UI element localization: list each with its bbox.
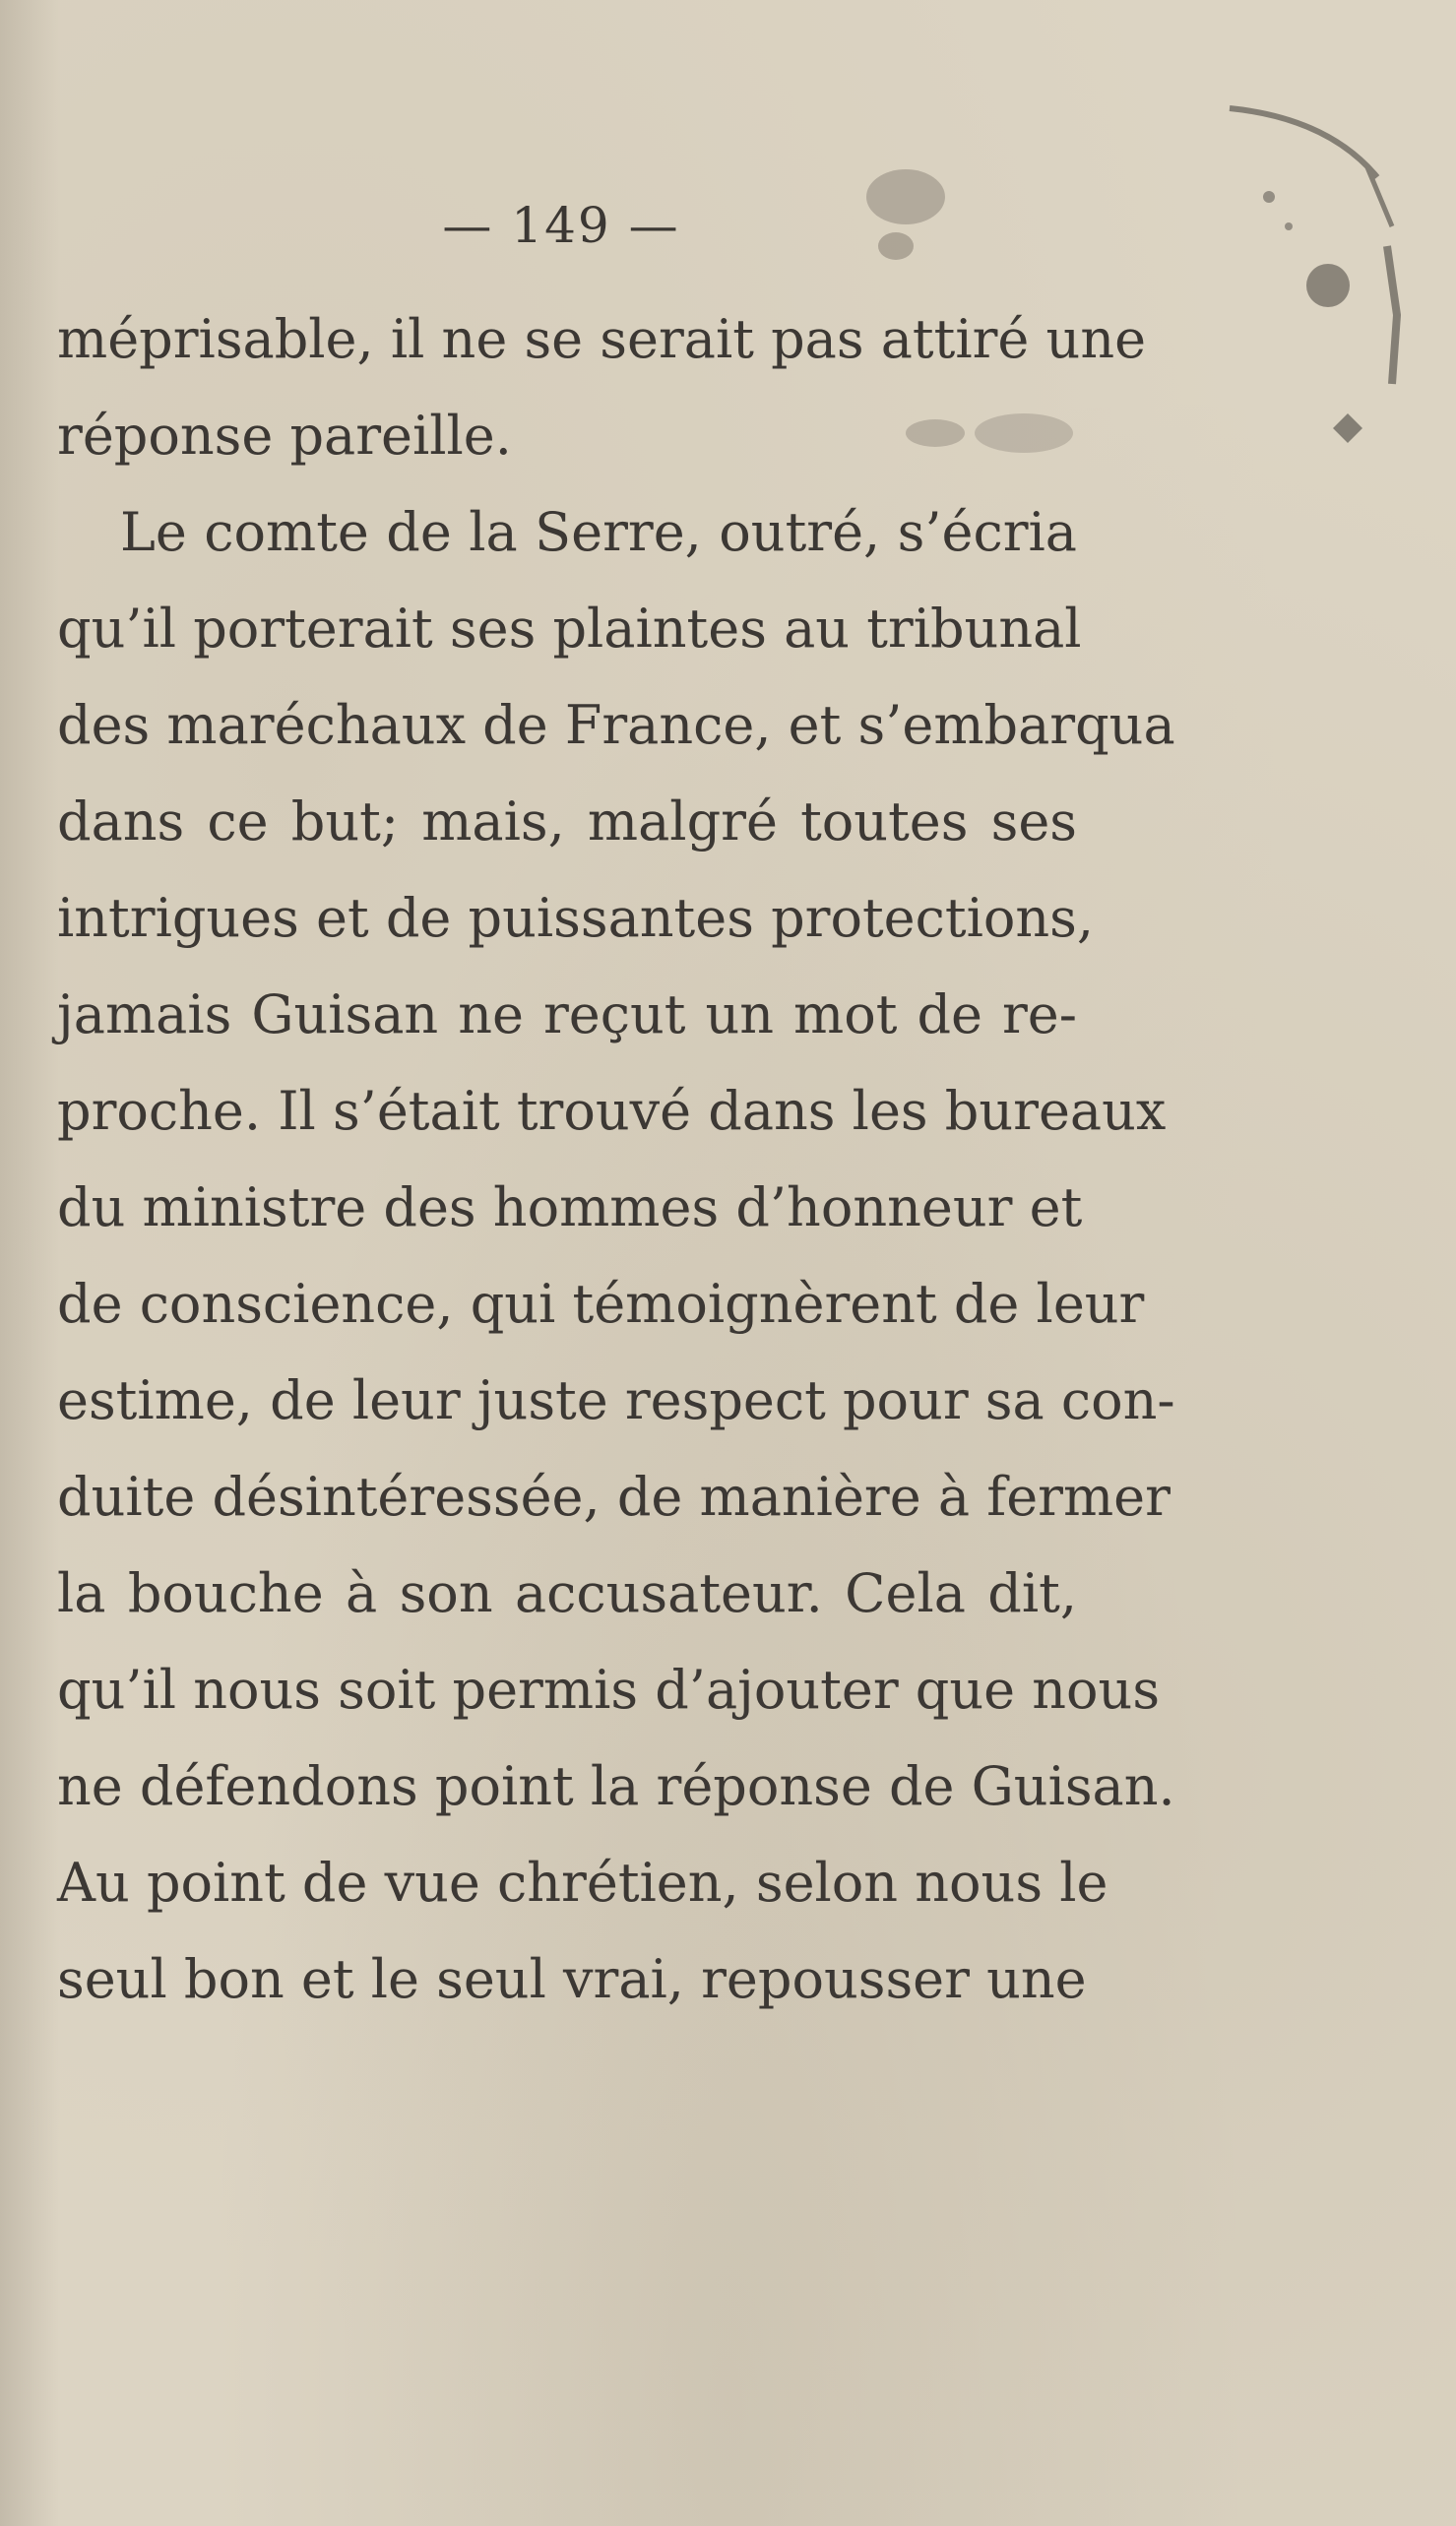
body-text: [57, 291, 1175, 2028]
text-line: méprisable, il ne se serait pas attiré une: [57, 308, 1147, 370]
text-line: réponse pareille.: [57, 405, 512, 467]
text-line: des maréchaux de France, et s’embarqua: [57, 694, 1175, 756]
text-line: du ministre des hommes d’honneur et: [57, 1176, 1083, 1238]
text-line: Au point de vue chrétien, selon nous le: [57, 1852, 1108, 1914]
page-number: — 149 —: [442, 197, 680, 254]
text-line: proche. Il s’était trouvé dans les bureaux: [57, 1080, 1167, 1142]
text-line: seul bon et le seul vrai, repousser une: [57, 1948, 1087, 2010]
text-line: estime, de leur juste respect pour sa con-: [57, 1369, 1175, 1431]
text-line: ne défendons point la réponse de Guisan.: [57, 1755, 1175, 1817]
text-line: duite désintéressée, de manière à fermer: [57, 1466, 1171, 1528]
text-line: dans ce but; mais, malgré toutes ses: [57, 790, 1077, 853]
library-stamp-mark: [1210, 89, 1407, 502]
text-line: la bouche à son accusateur. Cela dit,: [57, 1562, 1077, 1624]
text-line: qu’il porterait ses plaintes au tribunal: [57, 598, 1082, 660]
text-line: qu’il nous soit permis d’ajouter que nous: [57, 1659, 1161, 1721]
text-line: de conscience, qui témoignèrent de leur: [57, 1273, 1145, 1335]
text-line: jamais Guisan ne reçut un mot de re-: [57, 983, 1077, 1045]
paragraph-start-line: Le comte de la Serre, outré, s’écria: [120, 501, 1077, 563]
text-line: intrigues et de puissantes protections,: [57, 887, 1094, 949]
